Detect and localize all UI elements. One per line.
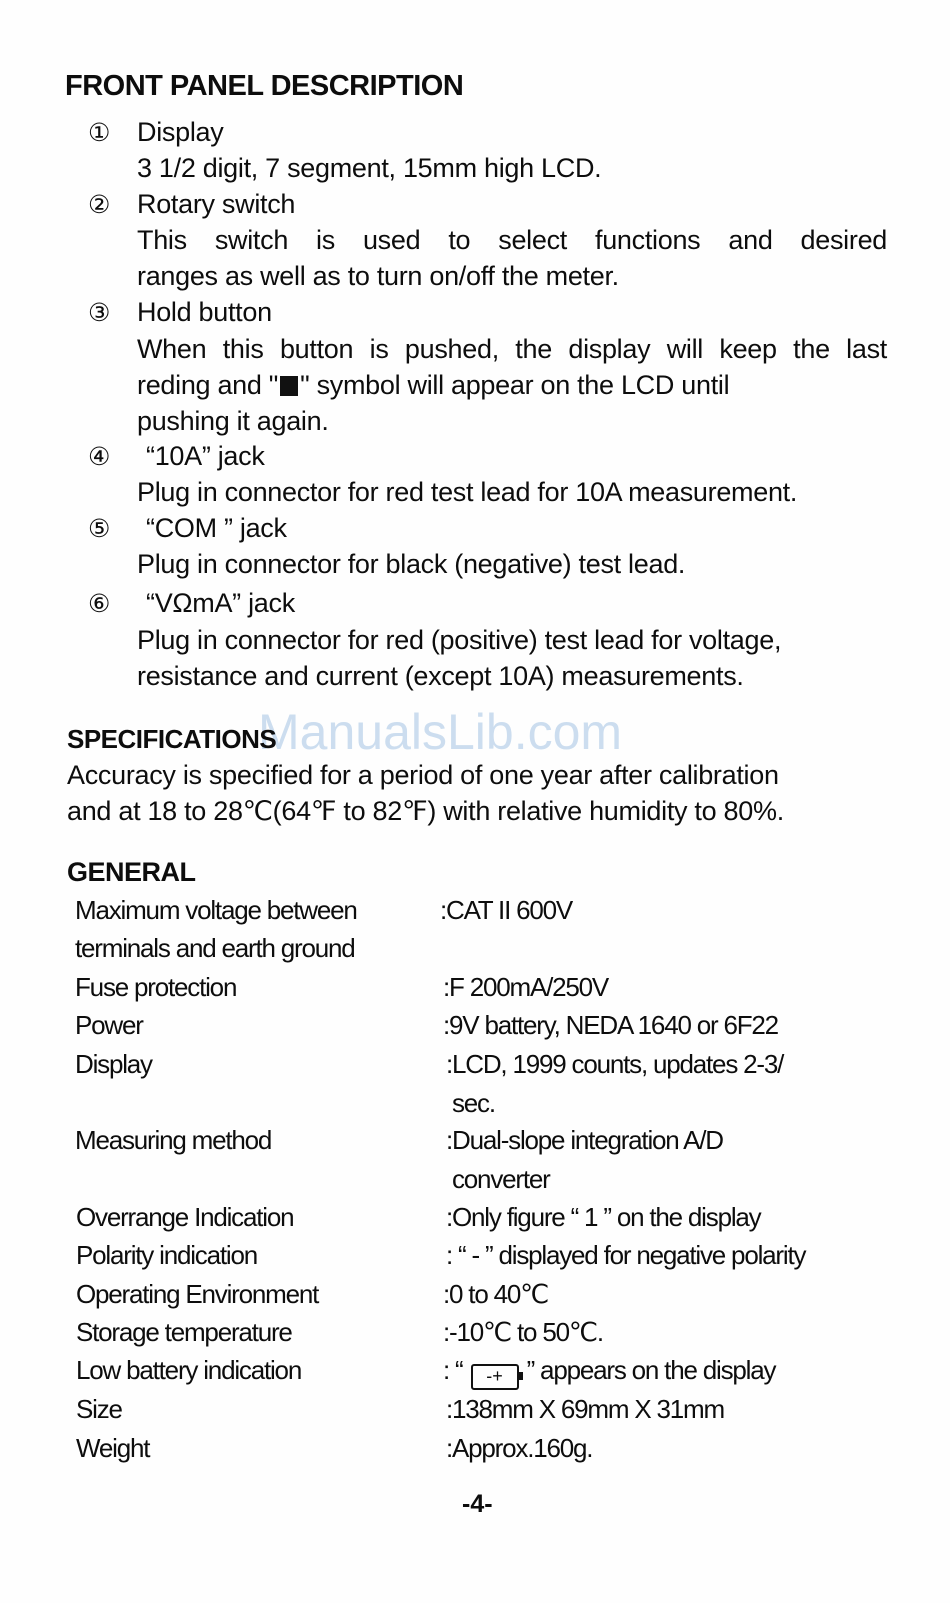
specifications-heading: SPECIFICATIONS — [67, 724, 277, 754]
spec-label-low-battery: Low battery indication — [76, 1355, 302, 1385]
item-number-3: ③ — [88, 299, 111, 327]
item-desc-display: 3 1/2 digit, 7 segment, 15mm high LCD. — [137, 153, 602, 183]
item-number-4: ④ — [88, 443, 111, 471]
item-title-vma-jack: “VΩmA” jack — [146, 588, 295, 618]
page-number: -4- — [462, 1490, 493, 1518]
hold-line2-post: " symbol will appear on the LCD until — [300, 370, 730, 400]
spec-label-measuring-method: Measuring method — [75, 1125, 272, 1155]
spec-value-measuring-method-cont: converter — [452, 1164, 550, 1194]
general-heading: GENERAL — [67, 857, 196, 887]
item-desc-hold-button-line2 — [137, 370, 887, 401]
spec-label-display: Display — [75, 1049, 152, 1079]
hold-line2-pre: reding and " — [137, 370, 279, 400]
item-number-1: ① — [88, 119, 111, 147]
specifications-text-line1: Accuracy is specified for a period of one year after calibration — [67, 760, 779, 790]
front-panel-heading: FRONT PANEL DESCRIPTION — [65, 70, 464, 102]
spec-value-low-battery — [443, 1355, 775, 1390]
spec-value-measuring-method: :Dual-slope integration A/D — [446, 1125, 723, 1155]
spec-label-polarity: Polarity indication — [76, 1240, 257, 1270]
low-battery-pre: : “ — [443, 1355, 463, 1385]
item-desc-vma-jack-line1: Plug in connector for red (positive) test lead for voltage, — [137, 625, 782, 655]
item-number-5: ⑤ — [88, 515, 111, 543]
item-desc-vma-jack-line2: resistance and current (except 10A) measurements. — [137, 661, 744, 691]
item-title-hold-button: Hold button — [137, 297, 272, 327]
spec-label-weight: Weight — [76, 1433, 150, 1463]
manualslib-watermark: ManualsLib.com — [258, 704, 623, 760]
item-number-6: ⑥ — [88, 590, 111, 618]
spec-value-weight: :Approx.160g. — [446, 1433, 593, 1463]
spec-label-overrange: Overrange Indication — [76, 1202, 294, 1232]
item-desc-com-jack: Plug in connector for black (negative) test lead. — [137, 549, 686, 579]
spec-label-power: Power — [75, 1010, 143, 1040]
item-number-2: ② — [88, 191, 111, 219]
spec-value-overrange: :Only figure “ 1 ” on the display — [446, 1202, 761, 1232]
spec-value-size: :138mm X 69mm X 31mm — [446, 1394, 724, 1424]
item-desc-hold-button-line3: pushing it again. — [137, 406, 329, 436]
item-title-10a-jack: “10A” jack — [146, 441, 265, 471]
spec-label-operating-env: Operating Environment — [76, 1279, 319, 1309]
spec-value-storage-temp: :-10℃ to 50℃. — [443, 1317, 603, 1347]
spec-value-max-voltage: :CAT II 600V — [440, 895, 573, 925]
spec-label-storage-temp: Storage temperature — [76, 1317, 292, 1347]
low-battery-post: ” appears on the display — [526, 1355, 776, 1385]
spec-label-fuse: Fuse protection — [75, 972, 237, 1002]
spec-label-size: Size — [76, 1394, 122, 1424]
spec-value-polarity: : “ - ” displayed for negative polarity — [446, 1240, 806, 1270]
spec-value-display: :LCD, 1999 counts, updates 2-3/ — [446, 1049, 784, 1079]
item-title-display: Display — [137, 117, 224, 147]
item-title-rotary-switch: Rotary switch — [137, 189, 296, 219]
item-desc-rotary-switch-line2: ranges as well as to turn on/off the meter. — [137, 261, 619, 291]
spec-value-operating-env: :0 to 40℃ — [443, 1279, 549, 1309]
battery-icon: -+ — [471, 1364, 519, 1390]
hold-symbol-icon — [280, 376, 298, 396]
spec-value-power: :9V battery, NEDA 1640 or 6F22 — [443, 1010, 778, 1040]
item-desc-hold-button-line1: When this button is pushed, the display will keep the last — [137, 334, 887, 364]
spec-value-fuse: :F 200mA/250V — [443, 972, 609, 1002]
item-title-com-jack: “COM ” jack — [146, 513, 287, 543]
item-desc-rotary-switch-line1: This switch is used to select functions and desired — [137, 225, 887, 255]
specifications-text-line2: and at 18 to 28℃(64℉ to 82℉) with relative humidity to 80%. — [67, 796, 784, 826]
spec-label-max-voltage-cont: terminals and earth ground — [75, 933, 355, 963]
spec-label-max-voltage: Maximum voltage between — [75, 895, 357, 925]
item-desc-10a-jack: Plug in connector for red test lead for 10A measurement. — [137, 477, 798, 507]
spec-value-display-cont: sec. — [452, 1088, 495, 1118]
